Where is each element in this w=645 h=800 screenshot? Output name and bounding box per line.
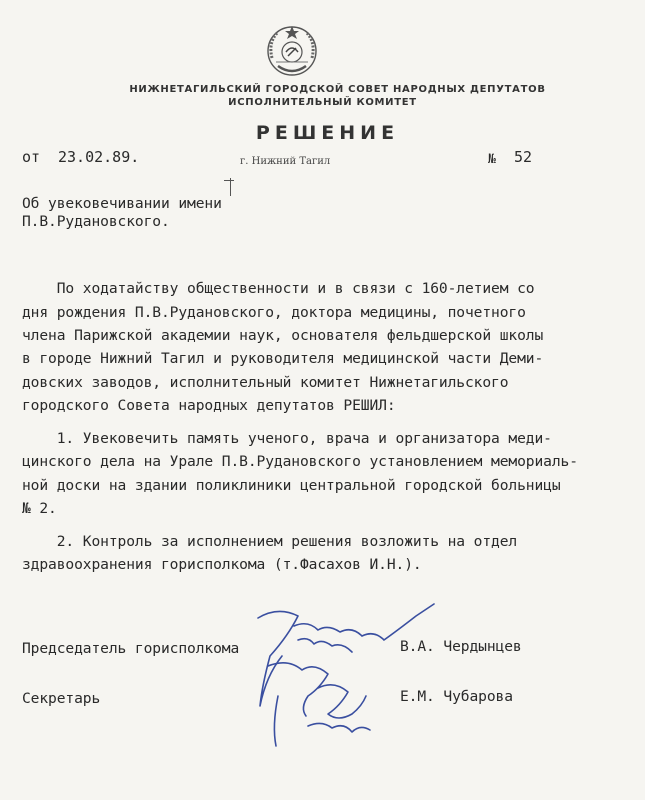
organization-name: НИЖНЕТАГИЛЬСКИЙ ГОРОДСКОЙ СОВЕТ НАРОДНЫХ ДЕПУТАТОВ: [129, 84, 546, 95]
resolution-item-1-line: № 2.: [22, 500, 57, 517]
chair-title: Председатель горисполкома: [22, 640, 240, 657]
preamble-line: По ходатайству общественности и в связи с 160-летием со: [22, 280, 535, 297]
preamble-line: городского Совета народных депутатов РЕШИЛ:: [22, 397, 396, 414]
resolution-item-2-line: 2. Контроль за исполнением решения возложить на отдел: [22, 533, 518, 550]
preamble-line: в городе Нижний Тагил и руководителя медицинской части Деми-: [22, 350, 544, 367]
preamble-line: члена Парижской академии наук, основателя фельдшерской школы: [22, 327, 544, 344]
document-date: 23.02.89.: [58, 148, 140, 166]
resolution-item-1-line: ной доски на здании поликлиники центральной городской больницы: [22, 477, 561, 494]
number-prefix: №: [488, 152, 496, 167]
margin-mark-horizontal: [224, 180, 234, 181]
document-number: 52: [514, 148, 533, 166]
handwritten-signature-icon: [248, 596, 458, 756]
secretary-name: Е.М. Чубарова: [400, 688, 513, 705]
organization-committee: ИСПОЛНИТЕЛЬНЫЙ КОМИТЕТ: [228, 97, 417, 108]
secretary-title: Секретарь: [22, 690, 101, 707]
subject-line: П.В.Рудановского.: [22, 213, 170, 230]
chair-name: В.А. Чердынцев: [400, 638, 522, 655]
date-prefix: от: [22, 148, 41, 166]
resolution-item-2-line: здравоохранения горисполкома (т.Фасахов И.Н.).: [22, 556, 422, 573]
document-title: РЕШЕНИЕ: [255, 122, 400, 144]
state-emblem-icon: [264, 22, 320, 78]
preamble-line: дня рождения П.В.Рудановского, доктора медицины, почетного: [22, 304, 526, 321]
subject-line: Об увековечивании имени: [22, 195, 222, 212]
preamble-line: довских заводов, исполнительный комитет Нижнетагильского: [22, 374, 509, 391]
resolution-item-1-line: 1. Увековечить память ученого, врача и организатора меди-: [22, 430, 552, 447]
resolution-item-1-line: цинского дела на Урале П.В.Рудановского установлением мемориаль-: [22, 453, 578, 470]
document-city: г. Нижний Тагил: [240, 156, 331, 167]
